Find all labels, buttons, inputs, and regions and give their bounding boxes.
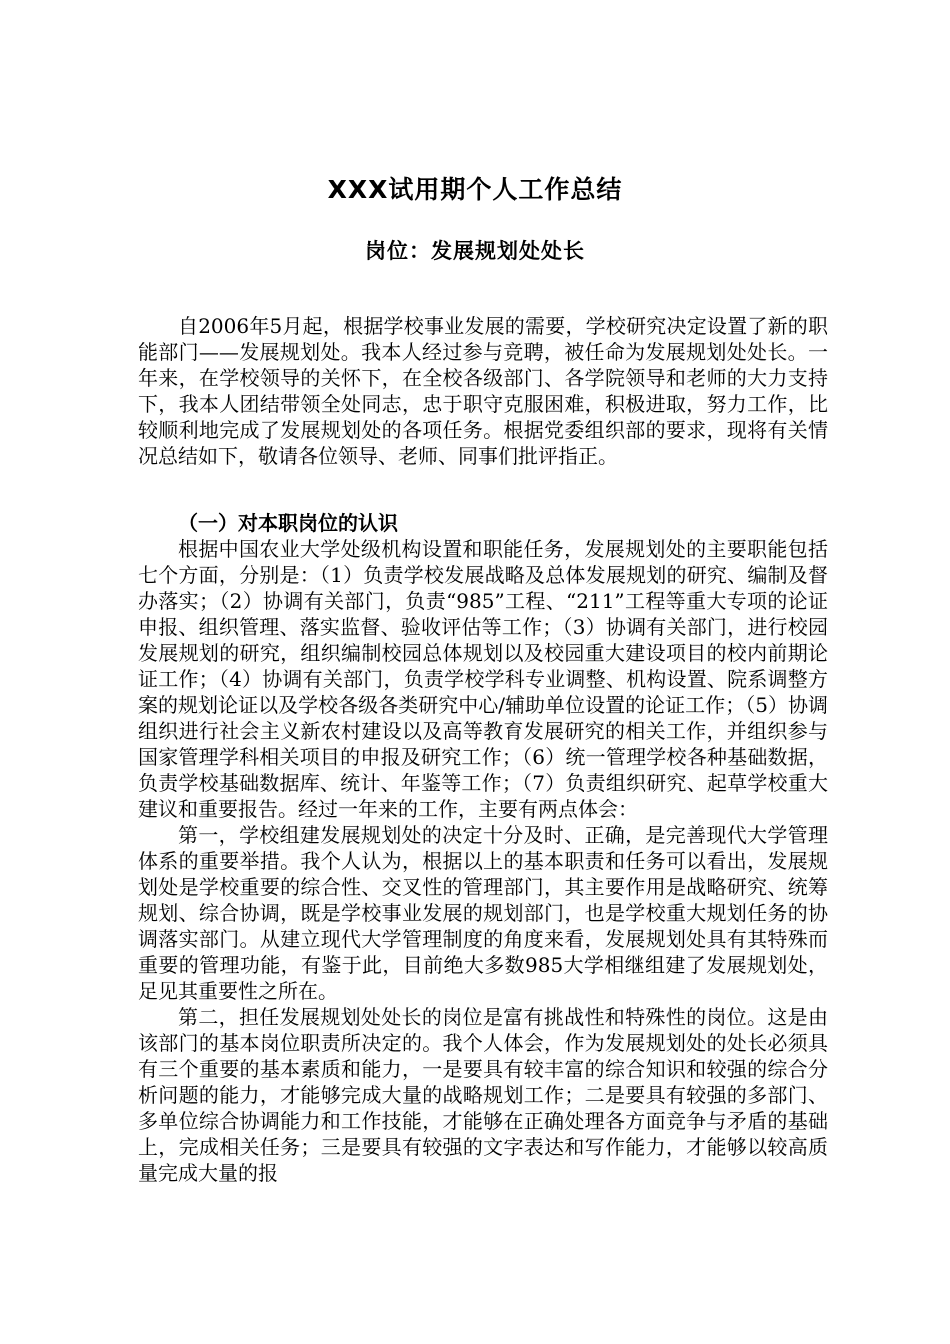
document-title: XXX试用期个人工作总结 [327,175,623,204]
section-heading: （一）对本职岗位的认识 [178,511,398,535]
section-paragraph-duties: 根据中国农业大学处级机构设置和职能任务，发展规划处的主要职能包括七个方面，分别是：（1）负责学校发展战略及总体发展规划的研究、编制及督办落实；（2）协调有关部门，负责“985”工程、“211”工程等重大专项的论证申报、组织管理、落实监督、验收评估等工作；（3）协调有关部门，进行校园发展规划的研究，组织编制校园总体规划以及校园重大建设项目的校内前期论证工作；（4）协调有关部门，负责学校学科专业调整、机构设置、院系调整方案的规划论证以及学校各级各类研究中心/辅助单位设置的论证工作；（5）协调组织进行社会主义新农村建设以及高等教育发展研究的相关工作，并组织参与国家管理学科相关项目的申报及研究工作；（6）统一管理学校各种基础数据，负责学校基础数据库、统计、年鉴等工作；（7）负责组织研究、起草学校重大建议和重要报告。经过一年来的工作，主要有两点体会： [138,537,828,821]
section-1 [138,510,828,1186]
intro-paragraph: 自2006年5月起，根据学校事业发展的需要，学校研究决定设置了新的职能部门——发展规划处。我本人经过参与竞聘，被任命为发展规划处处长。一年来，在学校领导的关怀下，在全校各级部门、各学院领导和老师的大力支持下，我本人团结带领全处同志，忠于职守克服困难，积极进取，努力工作，比较顺利地完成了发展规划处的各项任务。根据党委组织部的要求，现将有关情况总结如下，敬请各位领导、老师、同事们批评指正。 [138,314,828,468]
intro-block [138,313,828,469]
section-paragraph-first: 第一，学校组建发展规划处的决定十分及时、正确，是完善现代大学管理体系的重要举措。我个人认为，根据以上的基本职责和任务可以看出，发展规划处是学校重要的综合性、交叉性的管理部门，其主要作用是战略研究、统筹规划、综合协调，既是学校事业发展的规划部门，也是学校重大规划任务的协调落实部门。从建立现代大学管理制度的角度来看，发展规划处具有其特殊而重要的管理功能，有鉴于此，目前绝大多数985大学相继组建了发展规划处，足见其重要性之所在。 [138,823,828,1003]
section-paragraph-second: 第二，担任发展规划处处长的岗位是富有挑战性和特殊性的岗位。这是由该部门的基本岗位职责所决定的。我个人体会，作为发展规划处的处长必须具有三个重要的基本素质和能力，一是要具有较丰富的综合知识和较强的综合分析问题的能力，才能够完成大量的战略规划工作；二是要具有较强的多部门、多单位综合协调能力和工作技能，才能够在正确处理各方面竞争与矛盾的基础上，完成相关任务；三是要具有较强的文字表达和写作能力，才能够以较高质量完成大量的报 [138,1005,828,1185]
document-subtitle: 岗位：发展规划处处长 [365,239,585,263]
